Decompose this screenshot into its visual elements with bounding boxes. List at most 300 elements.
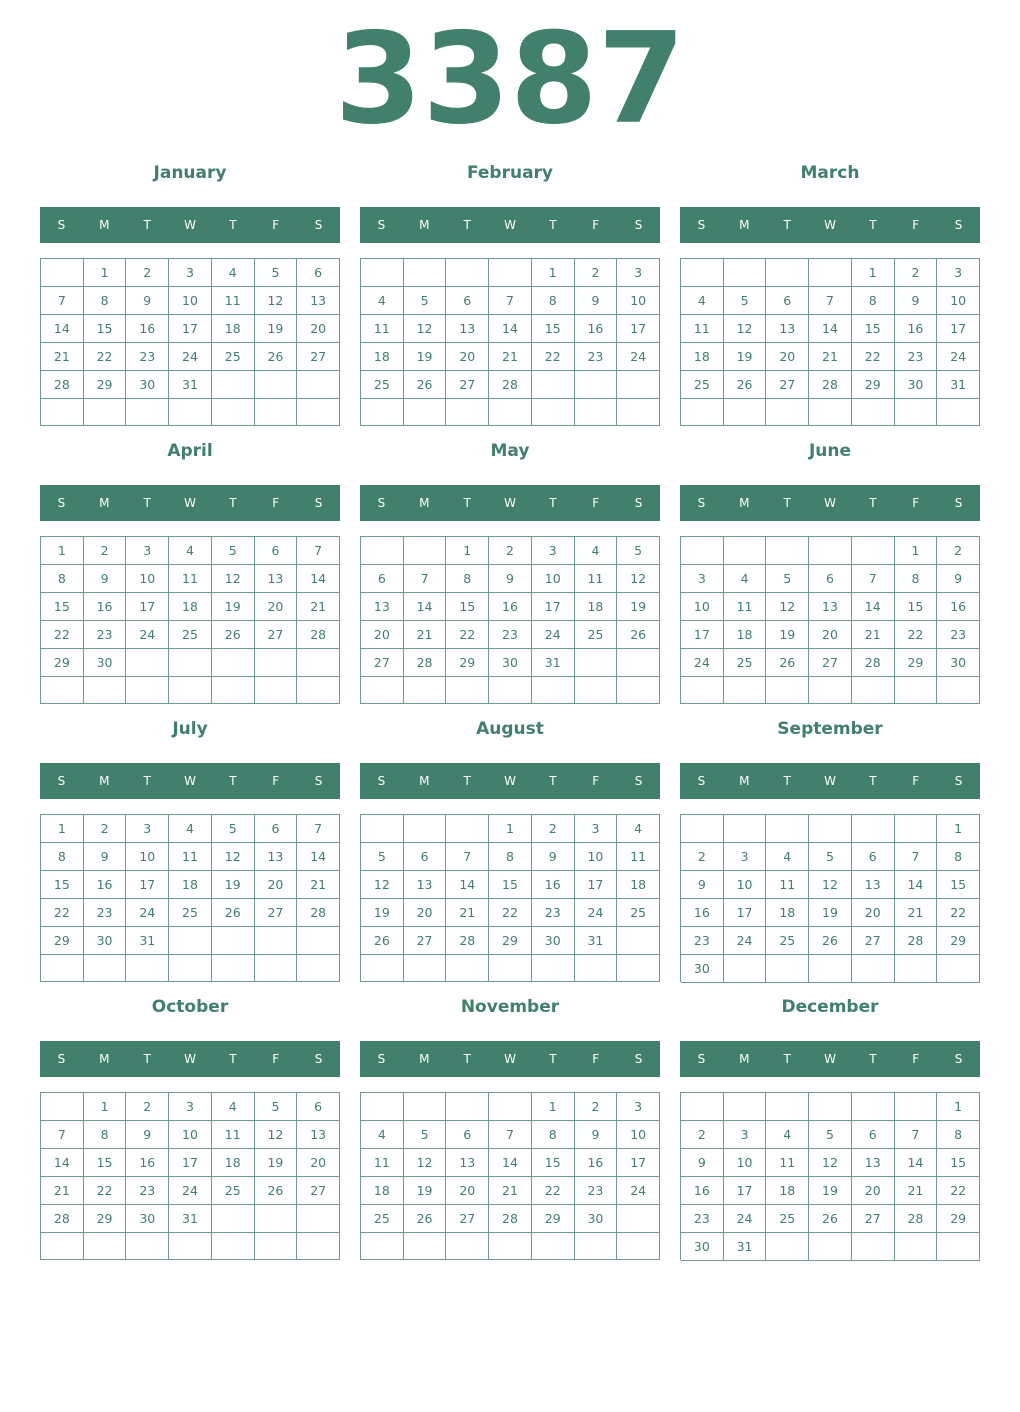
month-march xyxy=(680,152,980,430)
day-cell: 5 xyxy=(404,1121,447,1149)
empty-day-cell xyxy=(446,1233,489,1260)
weekday-label: S xyxy=(57,218,66,232)
day-cell: 9 xyxy=(575,1121,618,1149)
day-cell: 16 xyxy=(681,1177,724,1205)
day-cell: 11 xyxy=(361,315,404,343)
day-cell: 8 xyxy=(852,287,895,315)
empty-day-cell xyxy=(809,399,852,426)
day-cell: 9 xyxy=(895,287,938,315)
weekday-label: T xyxy=(229,218,237,232)
empty-day-cell xyxy=(212,677,255,704)
day-cell: 5 xyxy=(809,1121,852,1149)
empty-day-cell xyxy=(809,537,852,565)
empty-day-cell xyxy=(297,1233,340,1260)
weekday-label: S xyxy=(314,774,323,788)
weekday-label: F xyxy=(272,496,280,510)
empty-day-cell xyxy=(255,371,298,399)
day-cell: 7 xyxy=(895,1121,938,1149)
weekday-header xyxy=(680,1041,980,1077)
day-cell: 11 xyxy=(361,1149,404,1177)
empty-day-cell xyxy=(681,537,724,565)
weekday-header xyxy=(680,207,980,243)
day-cell: 23 xyxy=(681,1205,724,1233)
day-cell: 24 xyxy=(532,621,575,649)
weekday-label: W xyxy=(184,218,196,232)
empty-day-cell xyxy=(617,955,660,982)
day-cell: 11 xyxy=(617,843,660,871)
day-cell: 25 xyxy=(575,621,618,649)
day-cell: 6 xyxy=(809,565,852,593)
day-cell: 4 xyxy=(766,843,809,871)
day-cell: 2 xyxy=(84,537,127,565)
day-cell: 23 xyxy=(126,1177,169,1205)
day-cell: 26 xyxy=(255,343,298,371)
weekday-label: M xyxy=(419,1052,430,1066)
day-cell: 17 xyxy=(724,1177,767,1205)
month-december xyxy=(680,986,980,1264)
weekday-label: T xyxy=(229,1052,237,1066)
weekday-label: T xyxy=(869,774,877,788)
day-cell: 23 xyxy=(84,621,127,649)
empty-day-cell xyxy=(41,677,84,704)
weekday-label: F xyxy=(592,774,600,788)
weekday-label: T xyxy=(143,774,151,788)
weekday-label: M xyxy=(419,218,430,232)
empty-day-cell xyxy=(852,815,895,843)
day-cell: 11 xyxy=(724,593,767,621)
day-cell: 2 xyxy=(937,537,980,565)
day-cell: 17 xyxy=(532,593,575,621)
day-cell: 26 xyxy=(212,621,255,649)
day-cell: 9 xyxy=(489,565,532,593)
day-cell: 30 xyxy=(126,371,169,399)
day-cell: 30 xyxy=(126,1205,169,1233)
empty-day-cell xyxy=(255,649,298,677)
weekday-header xyxy=(360,763,660,799)
day-cell: 29 xyxy=(532,1205,575,1233)
weekday-label: M xyxy=(739,774,750,788)
day-cell: 30 xyxy=(681,955,724,983)
weekday-label: F xyxy=(912,496,920,510)
weekday-label: S xyxy=(697,1052,706,1066)
day-cell: 19 xyxy=(617,593,660,621)
day-cell: 26 xyxy=(404,371,447,399)
day-cell: 22 xyxy=(84,1177,127,1205)
empty-day-cell xyxy=(895,677,938,704)
day-cell: 7 xyxy=(41,287,84,315)
day-cell: 16 xyxy=(84,593,127,621)
day-grid xyxy=(360,258,660,426)
empty-day-cell xyxy=(169,677,212,704)
day-cell: 29 xyxy=(41,927,84,955)
weekday-label: T xyxy=(463,1052,471,1066)
day-cell: 24 xyxy=(937,343,980,371)
day-cell: 16 xyxy=(126,1149,169,1177)
day-cell: 13 xyxy=(809,593,852,621)
day-cell: 1 xyxy=(84,259,127,287)
weekday-label: M xyxy=(99,218,110,232)
day-cell: 28 xyxy=(852,649,895,677)
day-cell: 20 xyxy=(766,343,809,371)
day-cell: 30 xyxy=(681,1233,724,1261)
day-cell: 23 xyxy=(681,927,724,955)
day-cell: 25 xyxy=(169,899,212,927)
day-cell: 15 xyxy=(84,315,127,343)
day-cell: 25 xyxy=(617,899,660,927)
day-cell: 5 xyxy=(617,537,660,565)
month-name: July xyxy=(172,719,208,739)
day-cell: 26 xyxy=(809,927,852,955)
empty-day-cell xyxy=(297,677,340,704)
day-cell: 3 xyxy=(575,815,618,843)
day-cell: 14 xyxy=(446,871,489,899)
month-name: January xyxy=(153,163,227,183)
day-grid xyxy=(680,536,980,704)
day-cell: 12 xyxy=(404,1149,447,1177)
day-cell: 13 xyxy=(297,287,340,315)
empty-day-cell xyxy=(297,955,340,982)
day-cell: 2 xyxy=(126,259,169,287)
day-cell: 18 xyxy=(617,871,660,899)
months-grid xyxy=(40,152,980,1264)
day-cell: 27 xyxy=(361,649,404,677)
day-cell: 19 xyxy=(212,871,255,899)
day-cell: 29 xyxy=(446,649,489,677)
day-cell: 10 xyxy=(169,287,212,315)
day-cell: 27 xyxy=(404,927,447,955)
empty-day-cell xyxy=(126,399,169,426)
day-cell: 18 xyxy=(361,1177,404,1205)
day-cell: 8 xyxy=(937,843,980,871)
empty-day-cell xyxy=(169,1233,212,1260)
day-cell: 1 xyxy=(937,815,980,843)
month-name: October xyxy=(151,997,229,1017)
month-name: December xyxy=(781,997,879,1017)
month-june xyxy=(680,430,980,708)
day-cell: 3 xyxy=(126,815,169,843)
day-cell: 23 xyxy=(895,343,938,371)
day-cell: 24 xyxy=(724,927,767,955)
empty-day-cell xyxy=(361,677,404,704)
day-cell: 1 xyxy=(937,1093,980,1121)
day-cell: 27 xyxy=(255,899,298,927)
empty-day-cell xyxy=(766,259,809,287)
day-cell: 5 xyxy=(212,537,255,565)
day-cell: 6 xyxy=(255,537,298,565)
day-grid xyxy=(40,536,340,704)
weekday-label: T xyxy=(549,1052,557,1066)
day-cell: 17 xyxy=(617,315,660,343)
day-cell: 19 xyxy=(404,343,447,371)
day-cell: 8 xyxy=(84,1121,127,1149)
weekday-label: T xyxy=(549,218,557,232)
weekday-label: W xyxy=(184,774,196,788)
day-cell: 24 xyxy=(724,1205,767,1233)
empty-day-cell xyxy=(255,955,298,982)
empty-day-cell xyxy=(809,1233,852,1261)
weekday-label: S xyxy=(954,218,963,232)
empty-day-cell xyxy=(724,815,767,843)
empty-day-cell xyxy=(404,1233,447,1260)
weekday-label: M xyxy=(99,496,110,510)
day-cell: 3 xyxy=(724,1121,767,1149)
day-cell: 29 xyxy=(84,371,127,399)
day-cell: 21 xyxy=(489,1177,532,1205)
weekday-label: F xyxy=(592,1052,600,1066)
day-cell: 27 xyxy=(446,371,489,399)
day-cell: 8 xyxy=(446,565,489,593)
month-name: May xyxy=(490,441,530,461)
day-cell: 31 xyxy=(575,927,618,955)
day-cell: 4 xyxy=(169,537,212,565)
day-cell: 18 xyxy=(361,343,404,371)
weekday-label: M xyxy=(739,1052,750,1066)
empty-day-cell xyxy=(895,1093,938,1121)
day-cell: 21 xyxy=(297,593,340,621)
day-cell: 11 xyxy=(169,565,212,593)
day-cell: 26 xyxy=(724,371,767,399)
day-cell: 12 xyxy=(809,1149,852,1177)
month-name: August xyxy=(476,719,544,739)
day-cell: 24 xyxy=(617,1177,660,1205)
weekday-label: W xyxy=(504,774,516,788)
day-cell: 28 xyxy=(895,1205,938,1233)
empty-day-cell xyxy=(937,399,980,426)
month-name: April xyxy=(167,441,213,461)
day-cell: 20 xyxy=(297,315,340,343)
day-cell: 26 xyxy=(404,1205,447,1233)
day-cell: 28 xyxy=(895,927,938,955)
day-cell: 8 xyxy=(489,843,532,871)
day-cell: 14 xyxy=(895,1149,938,1177)
empty-day-cell xyxy=(809,1093,852,1121)
day-cell: 18 xyxy=(169,593,212,621)
empty-day-cell xyxy=(41,259,84,287)
day-cell: 17 xyxy=(724,899,767,927)
day-cell: 22 xyxy=(852,343,895,371)
day-cell: 13 xyxy=(852,1149,895,1177)
weekday-label: T xyxy=(783,1052,791,1066)
empty-day-cell xyxy=(169,399,212,426)
day-cell: 8 xyxy=(532,1121,575,1149)
day-cell: 10 xyxy=(724,871,767,899)
day-cell: 19 xyxy=(212,593,255,621)
empty-day-cell xyxy=(361,537,404,565)
day-cell: 22 xyxy=(532,1177,575,1205)
day-cell: 29 xyxy=(84,1205,127,1233)
day-cell: 4 xyxy=(617,815,660,843)
day-cell: 10 xyxy=(575,843,618,871)
empty-day-cell xyxy=(169,955,212,982)
day-cell: 22 xyxy=(446,621,489,649)
day-cell: 19 xyxy=(255,1149,298,1177)
day-cell: 30 xyxy=(489,649,532,677)
empty-day-cell xyxy=(361,955,404,982)
empty-day-cell xyxy=(489,1233,532,1260)
month-name: September xyxy=(777,719,883,739)
day-cell: 14 xyxy=(852,593,895,621)
empty-day-cell xyxy=(575,677,618,704)
day-cell: 5 xyxy=(404,287,447,315)
day-cell: 28 xyxy=(446,927,489,955)
empty-day-cell xyxy=(212,1233,255,1260)
day-cell: 1 xyxy=(532,259,575,287)
empty-day-cell xyxy=(404,815,447,843)
day-cell: 4 xyxy=(212,259,255,287)
day-cell: 15 xyxy=(446,593,489,621)
day-cell: 15 xyxy=(532,1149,575,1177)
day-cell: 13 xyxy=(766,315,809,343)
empty-day-cell xyxy=(617,1205,660,1233)
month-november xyxy=(360,986,660,1264)
weekday-label: F xyxy=(912,774,920,788)
weekday-header xyxy=(680,485,980,521)
empty-day-cell xyxy=(575,399,618,426)
empty-day-cell xyxy=(766,815,809,843)
day-cell: 13 xyxy=(852,871,895,899)
day-cell: 25 xyxy=(681,371,724,399)
day-cell: 30 xyxy=(84,649,127,677)
day-cell: 18 xyxy=(681,343,724,371)
day-cell: 30 xyxy=(575,1205,618,1233)
weekday-label: F xyxy=(912,1052,920,1066)
day-cell: 28 xyxy=(489,371,532,399)
day-cell: 4 xyxy=(681,287,724,315)
day-cell: 8 xyxy=(84,287,127,315)
day-cell: 14 xyxy=(41,1149,84,1177)
day-cell: 6 xyxy=(446,287,489,315)
day-cell: 2 xyxy=(575,1093,618,1121)
day-cell: 29 xyxy=(937,1205,980,1233)
day-cell: 6 xyxy=(255,815,298,843)
weekday-label: F xyxy=(592,496,600,510)
day-cell: 9 xyxy=(532,843,575,871)
day-cell: 27 xyxy=(852,1205,895,1233)
empty-day-cell xyxy=(255,1205,298,1233)
weekday-label: T xyxy=(783,774,791,788)
day-cell: 6 xyxy=(852,843,895,871)
weekday-label: S xyxy=(57,496,66,510)
day-cell: 4 xyxy=(361,287,404,315)
weekday-label: S xyxy=(954,774,963,788)
empty-day-cell xyxy=(895,399,938,426)
day-cell: 25 xyxy=(766,927,809,955)
month-may xyxy=(360,430,660,708)
day-cell: 27 xyxy=(255,621,298,649)
empty-day-cell xyxy=(84,399,127,426)
weekday-label: S xyxy=(697,774,706,788)
day-cell: 16 xyxy=(575,315,618,343)
weekday-label: F xyxy=(592,218,600,232)
day-cell: 21 xyxy=(446,899,489,927)
weekday-label: W xyxy=(824,218,836,232)
day-cell: 17 xyxy=(169,315,212,343)
day-cell: 15 xyxy=(41,593,84,621)
day-cell: 12 xyxy=(212,843,255,871)
day-cell: 10 xyxy=(937,287,980,315)
day-grid xyxy=(680,258,980,426)
weekday-label: W xyxy=(184,496,196,510)
empty-day-cell xyxy=(489,677,532,704)
empty-day-cell xyxy=(617,927,660,955)
day-cell: 3 xyxy=(169,259,212,287)
month-january xyxy=(40,152,340,430)
empty-day-cell xyxy=(617,399,660,426)
day-cell: 19 xyxy=(361,899,404,927)
day-cell: 6 xyxy=(361,565,404,593)
empty-day-cell xyxy=(681,815,724,843)
day-cell: 10 xyxy=(532,565,575,593)
day-cell: 20 xyxy=(852,899,895,927)
day-cell: 7 xyxy=(489,1121,532,1149)
day-cell: 3 xyxy=(681,565,724,593)
day-cell: 28 xyxy=(809,371,852,399)
day-cell: 2 xyxy=(681,843,724,871)
weekday-label: S xyxy=(314,218,323,232)
day-cell: 12 xyxy=(361,871,404,899)
empty-day-cell xyxy=(255,1233,298,1260)
day-cell: 12 xyxy=(212,565,255,593)
day-cell: 30 xyxy=(532,927,575,955)
day-cell: 17 xyxy=(617,1149,660,1177)
day-cell: 6 xyxy=(446,1121,489,1149)
day-cell: 14 xyxy=(404,593,447,621)
day-cell: 21 xyxy=(297,871,340,899)
day-cell: 10 xyxy=(724,1149,767,1177)
weekday-label: S xyxy=(377,1052,386,1066)
empty-day-cell xyxy=(212,1205,255,1233)
day-cell: 22 xyxy=(895,621,938,649)
weekday-label: T xyxy=(549,496,557,510)
empty-day-cell xyxy=(84,677,127,704)
empty-day-cell xyxy=(361,1093,404,1121)
weekday-label: W xyxy=(504,1052,516,1066)
day-cell: 7 xyxy=(489,287,532,315)
day-cell: 16 xyxy=(895,315,938,343)
empty-day-cell xyxy=(404,1093,447,1121)
day-cell: 1 xyxy=(84,1093,127,1121)
weekday-label: M xyxy=(739,496,750,510)
day-cell: 4 xyxy=(724,565,767,593)
day-cell: 18 xyxy=(212,1149,255,1177)
weekday-label: W xyxy=(184,1052,196,1066)
empty-day-cell xyxy=(212,399,255,426)
weekday-header xyxy=(680,763,980,799)
day-cell: 13 xyxy=(297,1121,340,1149)
empty-day-cell xyxy=(681,259,724,287)
weekday-label: T xyxy=(869,496,877,510)
empty-day-cell xyxy=(724,1093,767,1121)
day-cell: 1 xyxy=(532,1093,575,1121)
day-cell: 19 xyxy=(766,621,809,649)
weekday-header xyxy=(360,485,660,521)
day-cell: 15 xyxy=(937,1149,980,1177)
day-cell: 9 xyxy=(84,565,127,593)
day-cell: 30 xyxy=(84,927,127,955)
day-cell: 2 xyxy=(575,259,618,287)
day-cell: 27 xyxy=(446,1205,489,1233)
day-cell: 21 xyxy=(41,343,84,371)
empty-day-cell xyxy=(724,399,767,426)
empty-day-cell xyxy=(681,399,724,426)
day-cell: 7 xyxy=(809,287,852,315)
empty-day-cell xyxy=(297,371,340,399)
day-cell: 21 xyxy=(809,343,852,371)
day-cell: 12 xyxy=(404,315,447,343)
empty-day-cell xyxy=(361,399,404,426)
day-cell: 20 xyxy=(255,593,298,621)
weekday-label: F xyxy=(912,218,920,232)
